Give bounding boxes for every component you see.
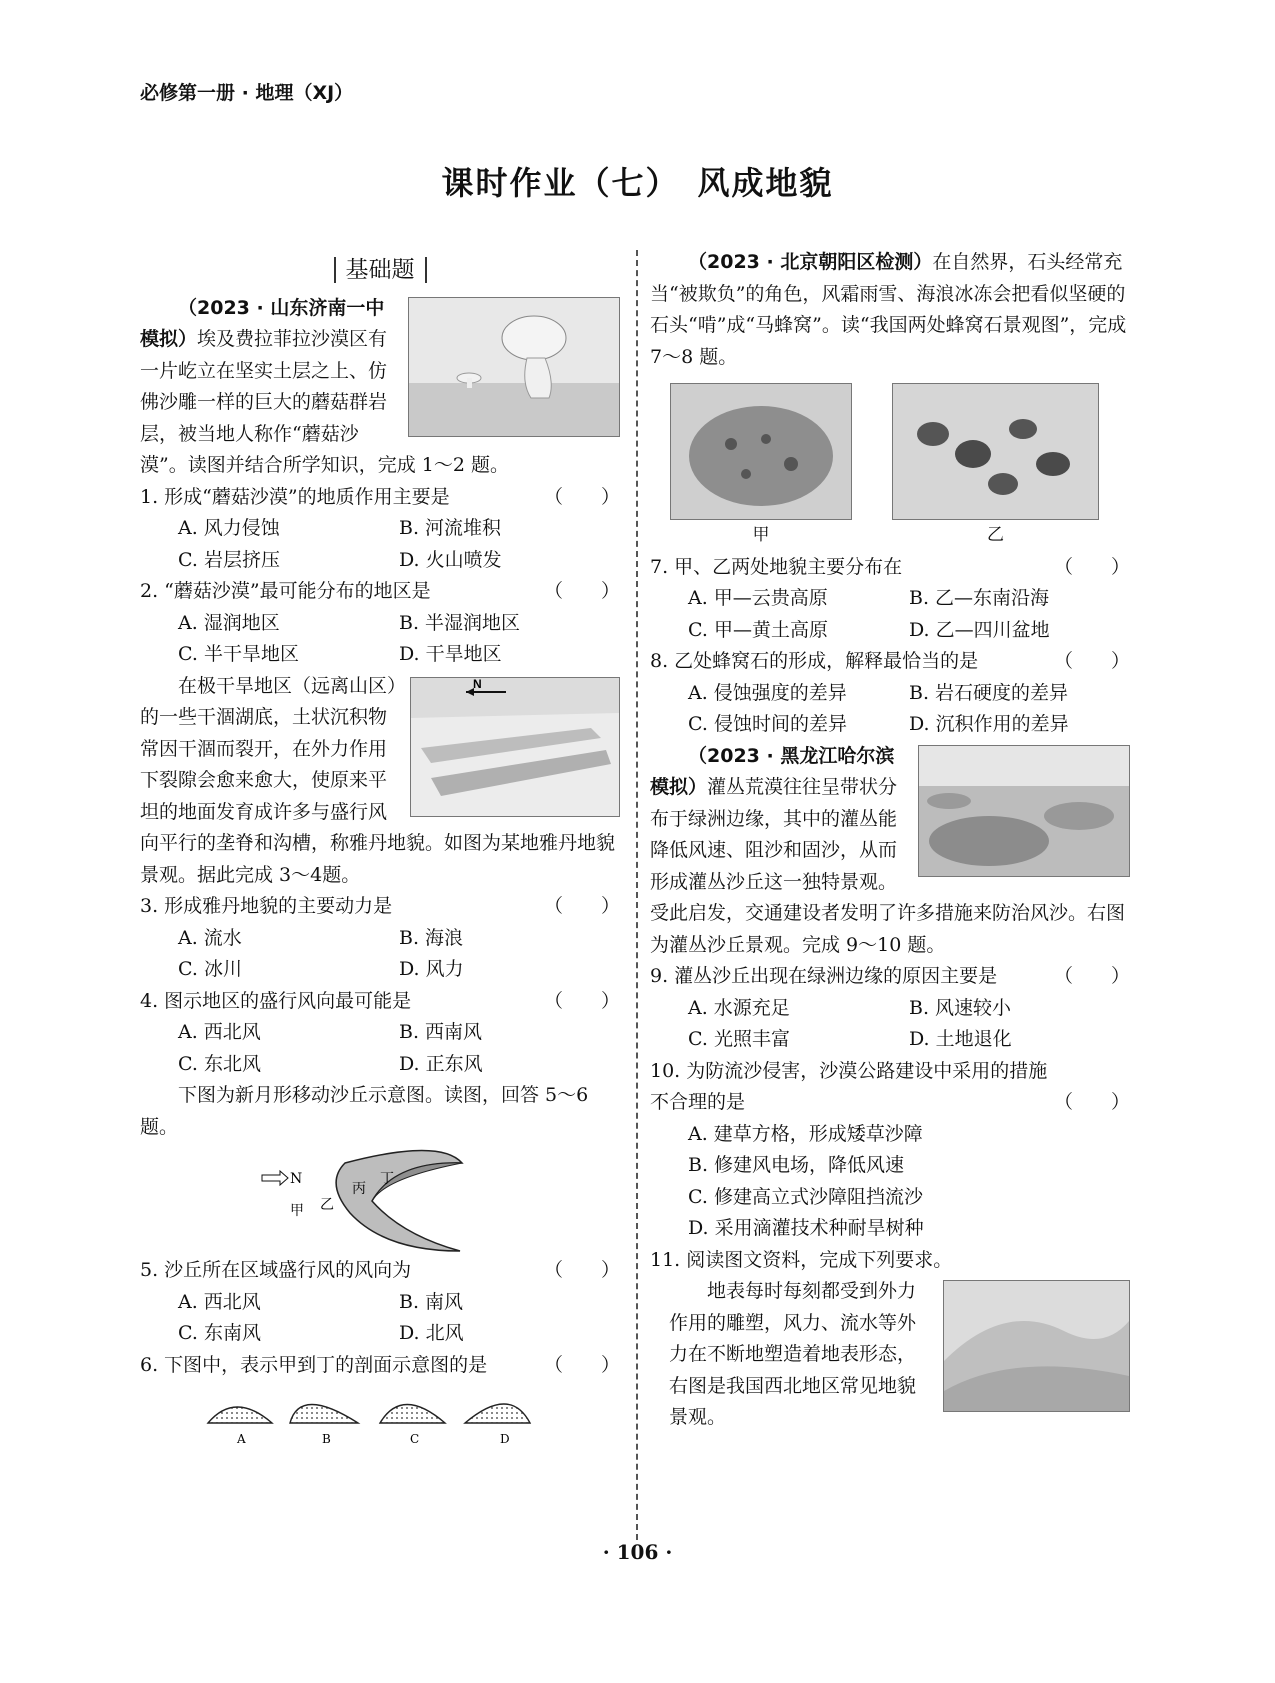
option[interactable]: B. 岩石硬度的差异: [909, 681, 1069, 704]
options-3: [140, 923, 620, 986]
option[interactable]: C. 岩层挤压: [178, 548, 280, 571]
profile-c[interactable]: [380, 1405, 445, 1447]
question-2: 2. “蘑菇沙漠”最可能分布的地区是 （ ）: [140, 576, 620, 608]
answer-bracket[interactable]: （ ）: [543, 485, 620, 508]
option[interactable]: C. 光照丰富: [688, 1028, 790, 1050]
honeycomb-photos: [670, 383, 1130, 552]
option[interactable]: A. 风力侵蚀: [178, 517, 280, 539]
option[interactable]: B. 修建风电场，降低风速: [688, 1154, 905, 1176]
option[interactable]: C. 半干旱地区: [178, 643, 299, 665]
option[interactable]: C. 冰川: [178, 958, 242, 980]
page-title: 课时作业（七） 风成地貌: [441, 164, 834, 202]
option[interactable]: B. 半湿润地区: [399, 611, 521, 634]
profile-b[interactable]: [290, 1405, 358, 1447]
intro-text: 在自然界，石头经常充当“被欺负”的角色，风霜雨雪、海浪冰冻会把看似坚硬的石头“啃”成“马蜂窝”。读“我国两处蜂窝石景观图”，完成 7～8 题。: [650, 251, 1127, 368]
option[interactable]: A. 水源充足: [688, 996, 790, 1019]
option[interactable]: A. 侵蚀强度的差异: [688, 681, 847, 704]
dune-label: 乙: [320, 1197, 334, 1213]
option[interactable]: C. 侵蚀时间的差异: [688, 713, 847, 735]
profile-a[interactable]: [208, 1407, 272, 1446]
photo-label: 甲: [752, 525, 770, 545]
dune-label: 丁: [380, 1171, 394, 1187]
intro-text: 下图为新月形移动沙丘示意图。读图，回答 5～6题。: [140, 1084, 589, 1138]
shrub-dune-photo: [918, 745, 1130, 877]
page-number: · 106 ·: [602, 1540, 673, 1564]
source-tag: （2023 · 黑龙江哈尔滨模拟）: [650, 744, 895, 798]
options-4: [140, 1017, 620, 1080]
source-tag: （2023 · 北京朝阳区检测）: [688, 251, 933, 273]
answer-bracket[interactable]: （ ）: [543, 895, 620, 917]
option[interactable]: D. 土地退化: [909, 1028, 1012, 1050]
dune-label: 丙: [352, 1181, 366, 1197]
option[interactable]: C. 甲—黄土高原: [688, 618, 828, 641]
answer-bracket[interactable]: （ ）: [543, 1259, 620, 1281]
option[interactable]: D. 乙—四川盆地: [909, 618, 1050, 641]
material-text: 地表每时每刻都受到外力作用的雕塑，风力、流水等外力在不断地塑造着地表形态，右图是我国西北地区常见地貌景观。: [669, 1280, 917, 1428]
options-9: [650, 993, 1130, 1056]
answer-bracket[interactable]: （ ）: [543, 1353, 620, 1376]
desert-dune-photo: [943, 1280, 1130, 1412]
option[interactable]: D. 风力: [399, 958, 464, 980]
option[interactable]: B. 风速较小: [909, 996, 1012, 1019]
options-2: [140, 608, 620, 671]
dune-label: 甲: [290, 1203, 304, 1219]
answer-bracket[interactable]: （ ）: [543, 580, 620, 602]
right-column: [650, 247, 1130, 1434]
option[interactable]: B. 南风: [399, 1290, 464, 1313]
option[interactable]: B. 海浪: [399, 926, 464, 949]
left-column: [140, 255, 620, 1451]
options-1: [140, 513, 620, 576]
option[interactable]: A. 湿润地区: [178, 611, 280, 634]
mushroom-rock-photo: [408, 297, 620, 437]
option[interactable]: B. 乙—东南沿海: [909, 587, 1050, 609]
option[interactable]: C. 修建高立式沙障阻挡流沙: [688, 1185, 923, 1208]
question-10: 10. 为防流沙侵害，沙漠公路建设中采用的措施不合理的是 （ ）: [650, 1056, 1130, 1119]
option[interactable]: A. 甲—云贵高原: [688, 587, 828, 609]
north-label: N: [473, 677, 482, 691]
option[interactable]: A. 西北风: [178, 1290, 261, 1313]
question-6: 6. 下图中，表示甲到丁的剖面示意图的是 （ ）: [140, 1350, 620, 1382]
question-11: 11. 阅读图文资料，完成下列要求。: [650, 1248, 953, 1271]
option[interactable]: B. 河流堆积: [399, 517, 502, 539]
svg-text:B: B: [322, 1432, 331, 1446]
question-3: 3. 形成雅丹地貌的主要动力是 （ ）: [140, 891, 620, 923]
options-7: [650, 583, 1130, 646]
answer-bracket[interactable]: （ ）: [1053, 1091, 1130, 1113]
options-8: [650, 678, 1130, 741]
honeycomb-photo-jia: [670, 383, 852, 520]
answer-bracket[interactable]: （ ）: [1053, 965, 1130, 987]
option[interactable]: D. 火山喷发: [399, 548, 502, 571]
svg-text:D: D: [500, 1432, 510, 1446]
svg-text:A: A: [237, 1432, 246, 1446]
answer-bracket[interactable]: （ ）: [543, 989, 620, 1012]
svg-text:C: C: [410, 1432, 420, 1446]
dune-label: N: [290, 1171, 303, 1187]
option[interactable]: C. 东南风: [178, 1322, 261, 1344]
section-title: 基础题: [140, 255, 620, 287]
crescent-dune-diagram: [140, 1143, 620, 1255]
question-7: 7. 甲、乙两处地貌主要分布在 （ ）: [650, 552, 1130, 584]
option[interactable]: A. 西北风: [178, 1021, 261, 1043]
intro-text: 在极干旱地区（远离山区）的一些干涸湖底，土状沉积物常因干涸而裂开，在外力作用下裂隙会愈来愈大，使原来平坦的地面发育成许多与盛行风向平行的垄脊和沟槽，称雅丹地貌。如图为某地雅丹地貌景观。据此完成 3～4题。: [140, 674, 616, 886]
intro-text: 埃及费拉菲拉沙漠区有一片屹立在坚实土层之上、仿佛沙雕一样的巨大的蘑菇群岩层，被当地人称作“蘑菇沙漠”。读图并结合所学知识，完成 1～2 题。: [140, 328, 509, 476]
honeycomb-photo-yi: [892, 383, 1099, 520]
photo-label: 乙: [987, 525, 1004, 545]
option[interactable]: D. 沉积作用的差异: [909, 713, 1069, 735]
question-1: 1. 形成“蘑菇沙漠”的地质作用主要是 （ ）: [140, 482, 620, 514]
profile-diagrams: [140, 1381, 620, 1451]
profile-d[interactable]: [465, 1404, 530, 1446]
option[interactable]: C. 东北风: [178, 1052, 261, 1075]
answer-bracket[interactable]: （ ）: [1053, 555, 1130, 578]
question-4: 4. 图示地区的盛行风向最可能是 （ ）: [140, 986, 620, 1018]
option[interactable]: A. 建草方格，形成矮草沙障: [688, 1122, 923, 1145]
question-5: 5. 沙丘所在区域盛行风的风向为 （ ）: [140, 1255, 620, 1287]
intro-text: 灌丛荒漠往往呈带状分布于绿洲边缘，其中的灌丛能降低风速、阻沙和固沙，从而形成灌丛沙丘这一独特景观。受此启发，交通建设者发明了许多措施来防治风沙。右图为灌丛沙丘景观。完成 9～10 题。: [650, 776, 1126, 956]
option[interactable]: B. 西南风: [399, 1021, 483, 1043]
answer-bracket[interactable]: （ ）: [1053, 650, 1130, 672]
option[interactable]: D. 正东风: [399, 1052, 483, 1075]
option[interactable]: D. 北风: [399, 1322, 464, 1344]
option[interactable]: D. 干旱地区: [399, 643, 502, 665]
options-10: [650, 1119, 1130, 1245]
options-5: [140, 1287, 620, 1350]
option[interactable]: A. 流水: [178, 926, 242, 949]
source-tag: （2023 · 山东济南一中模拟）: [140, 296, 385, 350]
yardang-photo: [410, 677, 620, 817]
book-header: 必修第一册 · 地理（XJ）: [140, 82, 354, 104]
question-8: 8. 乙处蜂窝石的形成，解释最恰当的是 （ ）: [650, 646, 1130, 678]
question-9: 9. 灌丛沙丘出现在绿洲边缘的原因主要是 （ ）: [650, 961, 1130, 993]
option[interactable]: D. 采用滴灌技术种耐旱树种: [688, 1217, 924, 1239]
column-divider: [636, 250, 638, 1540]
